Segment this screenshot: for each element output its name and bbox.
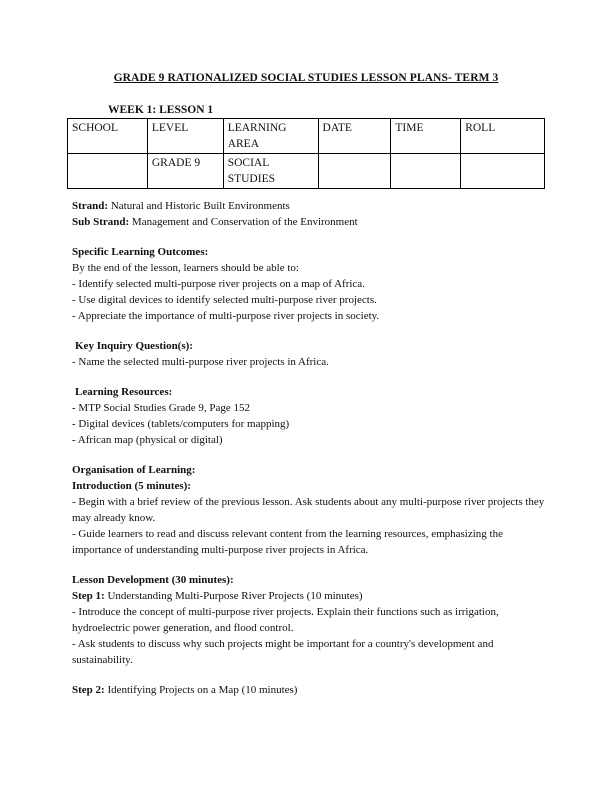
table-row	[68, 154, 545, 189]
list-item: - Introduce the concept of multi-purpose river projects. Explain their functions such as irrigation, hydroelectric power generation, and flood control.	[72, 606, 499, 634]
step1-line	[72, 588, 552, 604]
table-cell	[68, 154, 148, 189]
table-cell	[318, 154, 391, 189]
sub-strand-value: Management and Conservation of the Environment	[129, 216, 358, 228]
list-item: - Identify selected multi-purpose river projects on a map of Africa.	[72, 278, 365, 290]
table-cell: GRADE 9	[147, 154, 223, 189]
resources-heading: Learning Resources:	[75, 386, 173, 398]
document-title: GRADE 9 RATIONALIZED SOCIAL STUDIES LESSON PLANS- TERM 3	[113, 72, 499, 84]
lesson-body	[72, 198, 552, 698]
step2-value: Identifying Projects on a Map (10 minutes)	[104, 684, 298, 696]
step1-value: Understanding Multi-Purpose River Projects (10 minutes)	[104, 590, 363, 602]
week-heading: WEEK 1: LESSON 1	[108, 104, 214, 116]
list-item: - Name the selected multi-purpose river projects in Africa.	[72, 356, 329, 368]
step1-label: Step 1:	[72, 590, 105, 602]
strand-label: Strand:	[72, 200, 109, 212]
step2-line	[72, 682, 552, 698]
list-item: - Guide learners to read and discuss relevant content from the learning resources, emphasizing the importance of understanding multi-purpose river projects in Africa.	[72, 528, 503, 556]
development-heading: Lesson Development (30 minutes):	[72, 574, 234, 586]
table-header-row	[68, 119, 545, 154]
strand-value: Natural and Historic Built Environments	[108, 200, 290, 212]
list-item: - Digital devices (tablets/computers for mapping)	[72, 418, 290, 430]
table-header-cell: TIME	[391, 119, 461, 154]
table-cell	[391, 154, 461, 189]
list-item: - Use digital devices to identify selected multi-purpose river projects.	[72, 294, 377, 306]
strand-line	[72, 198, 552, 214]
outcomes-intro: By the end of the lesson, learners should be able to:	[72, 262, 299, 274]
list-item: - MTP Social Studies Grade 9, Page 152	[72, 402, 251, 414]
table-header-cell: SCHOOL	[68, 119, 148, 154]
sub-strand-label: Sub Strand:	[72, 216, 130, 228]
inquiry-heading: Key Inquiry Question(s):	[75, 340, 193, 352]
list-item: - African map (physical or digital)	[72, 434, 223, 446]
introduction-heading: Introduction (5 minutes):	[72, 480, 191, 492]
list-item: - Ask students to discuss why such projects might be important for a country's development and sustainability.	[72, 638, 494, 666]
table-cell: SOCIAL STUDIES	[223, 154, 318, 189]
list-item: - Appreciate the importance of multi-purpose river projects in society.	[72, 310, 380, 322]
table-header-cell: LEVEL	[147, 119, 223, 154]
table-cell	[461, 154, 545, 189]
table-header-cell: DATE	[318, 119, 391, 154]
sub-strand-line	[72, 214, 552, 230]
step2-label: Step 2:	[72, 684, 105, 696]
list-item: - Begin with a brief review of the previous lesson. Ask students about any multi-purpose river projects they may already know.	[72, 496, 545, 524]
table-header-cell: ROLL	[461, 119, 545, 154]
table-header-cell: LEARNING AREA	[223, 119, 318, 154]
lesson-info-table	[67, 118, 545, 189]
organisation-heading: Organisation of Learning:	[72, 464, 196, 476]
outcomes-heading: Specific Learning Outcomes:	[72, 246, 209, 258]
